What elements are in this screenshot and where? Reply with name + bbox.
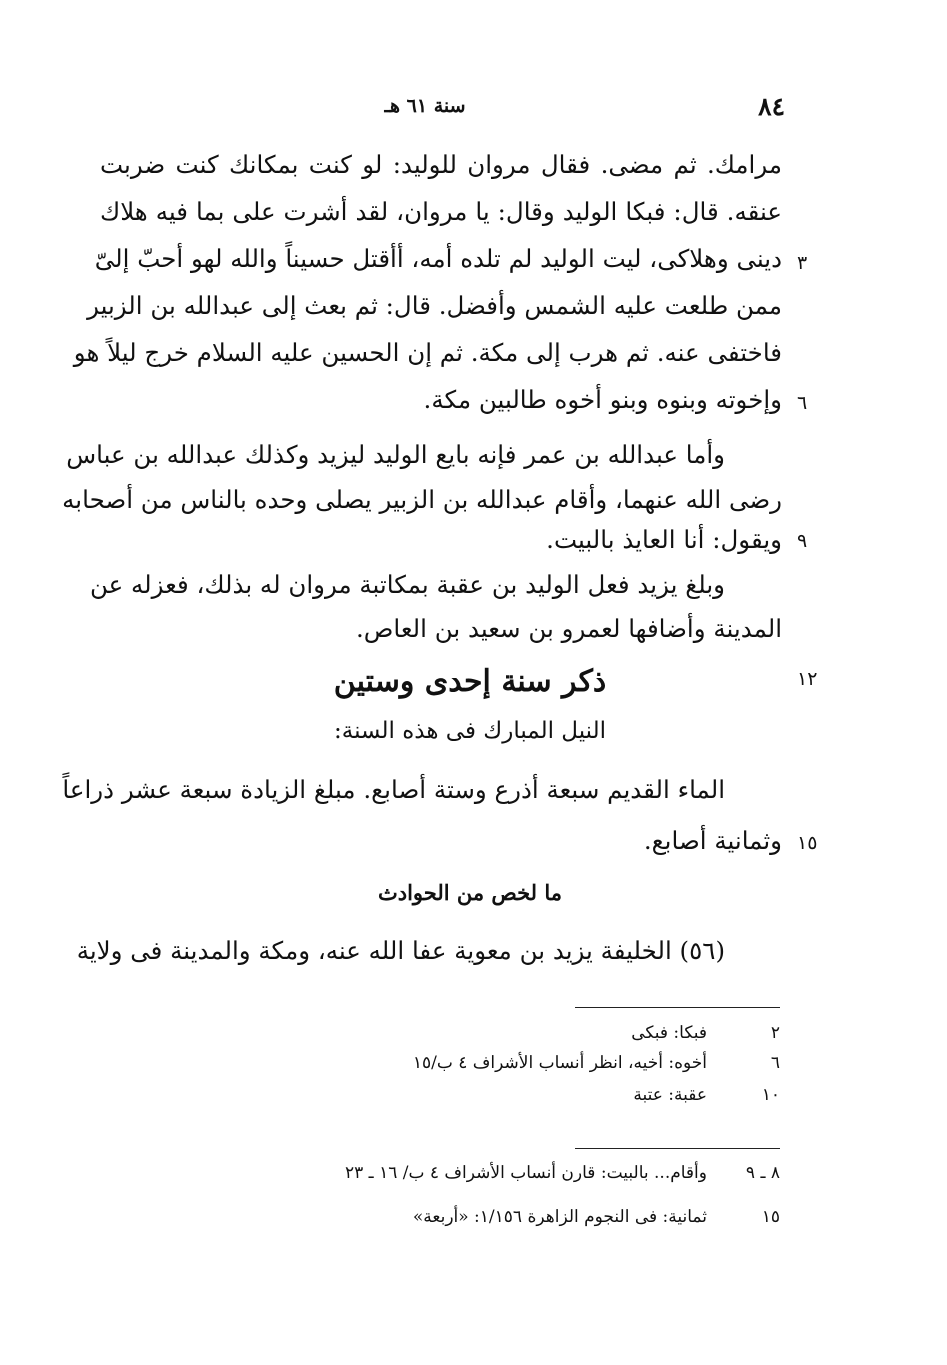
text-line: عنقه. قال: فبكا الوليد وقال: يا مروان، لقد أشرت على بما فيه هلاك xyxy=(100,197,782,226)
footnote-ref: ١٥ xyxy=(761,1207,780,1227)
text-line: رضى الله عنهما، وأقام عبدالله بن الزبير يصلى وحده بالناس من أصحابه xyxy=(62,485,782,514)
text-line: (٥٦) الخليفة يزيد بن معوية عفا الله عنه، ومكة والمدينة فى ولاية xyxy=(76,936,725,965)
text-line: دينى وهلاكى، ليت الوليد لم تلده أمه، أأقتل حسيناً والله لهو أحبّ إلىّ xyxy=(94,244,782,273)
page-number: ٨٤ xyxy=(758,92,785,121)
line-number: ٩ xyxy=(797,530,808,552)
footnote-text: أخوه: أخيه، انظر أنساب الأشراف ٤ ب/١٥ xyxy=(412,1053,707,1073)
line-number: ٣ xyxy=(797,252,808,274)
nile-subheading: النيل المبارك فى هذه السنة: xyxy=(333,718,606,744)
footnote-rule xyxy=(575,1007,780,1008)
footnote-ref: ٦ xyxy=(770,1053,780,1073)
line-number: ١٥ xyxy=(797,832,818,854)
events-heading: ما لخص من الحوادث xyxy=(377,880,563,905)
footnote-text: وأقام... بالبيت: قارن أنساب الأشراف ٤ ب/ ١٦ ـ ٢٣ xyxy=(345,1163,707,1183)
footnote-rule xyxy=(575,1148,780,1149)
line-number: ١٢ xyxy=(797,668,818,690)
text-line: المدينة وأضافها لعمرو بن سعيد بن العاص. xyxy=(355,614,782,643)
footnote-text: ثمانية: فى النجوم الزاهرة ١/١٥٦: «أربعة» xyxy=(412,1207,707,1227)
footnote-text: فبكا: فبكى xyxy=(631,1023,707,1043)
line-number: ٦ xyxy=(797,392,808,414)
year-heading: ذكر سنة إحدى وستين xyxy=(333,664,607,699)
footnote-ref: ٢ xyxy=(770,1023,780,1043)
footnote-ref: ٨ ـ ٩ xyxy=(745,1163,780,1183)
text-line: وإخوته وبنوه وبنو أخوه طالبين مكة. xyxy=(423,385,782,414)
text-line: وثمانية أصابع. xyxy=(643,826,782,855)
text-line: ويقول: أنا العايذ بالبيت. xyxy=(546,525,782,554)
text-line: وبلغ يزيد فعل الوليد بن عقبة بمكاتبة مروان له بذلك، فعزله عن xyxy=(89,570,725,599)
text-line: ممن طلعت عليه الشمس وأفضل. قال: ثم بعث إلى عبدالله بن الزبير xyxy=(87,291,782,320)
text-line: مرامك. ثم مضى. فقال مروان للوليد: لو كنت بمكانك كنت ضربت xyxy=(100,150,782,179)
running-head: سنة ٦١ هـ xyxy=(384,95,466,117)
text-line: فاختفى عنه. ثم هرب إلى مكة. ثم إن الحسين عليه السلام خرج ليلاً هو xyxy=(73,338,782,367)
footnote-ref: ١٠ xyxy=(761,1085,780,1105)
footnote-text: عقبة: عتبة xyxy=(633,1085,707,1105)
text-line: الماء القديم سبعة أذرع وستة أصابع. مبلغ الزيادة سبعة عشر ذراعاً xyxy=(62,775,725,804)
text-line: وأما عبدالله بن عمر فإنه بايع الوليد ليزيد وكذلك عبدالله بن عباس xyxy=(66,440,725,469)
